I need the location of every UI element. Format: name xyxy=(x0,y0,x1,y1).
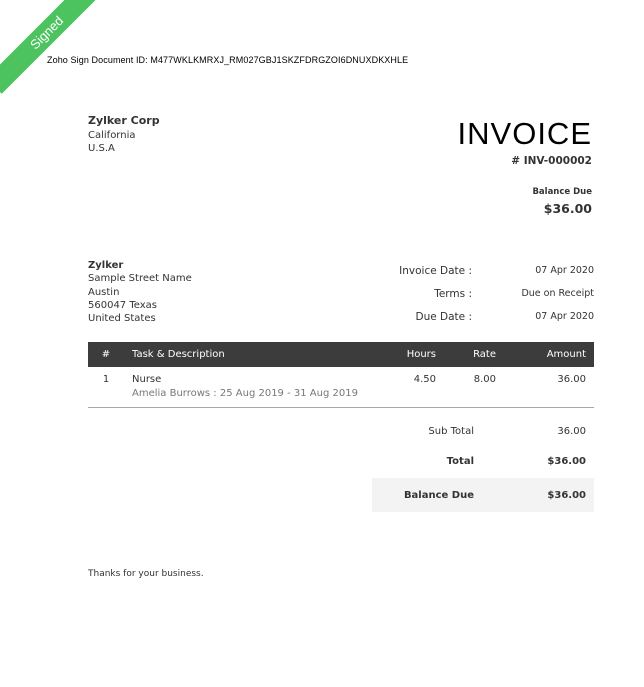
invoice-number: # INV-000002 xyxy=(511,155,592,167)
table-row xyxy=(88,367,594,408)
bill-to-country: United States xyxy=(88,313,156,325)
balance-due-value: $36.00 xyxy=(543,201,592,216)
bill-to-city: Austin xyxy=(88,286,120,298)
col-header-hours: Hours xyxy=(406,349,436,360)
balance-due-label: Balance Due xyxy=(532,187,592,197)
meta-value: Due on Receipt xyxy=(521,288,594,299)
total-value: $36.00 xyxy=(547,455,586,467)
row-amount: 36.00 xyxy=(557,374,586,385)
bill-to-name: Zylker xyxy=(88,260,124,271)
balance-row-value: $36.00 xyxy=(547,489,586,501)
total-row xyxy=(372,446,594,476)
company-name: Zylker Corp xyxy=(88,114,160,127)
meta-value: 07 Apr 2020 xyxy=(535,311,594,322)
from-address xyxy=(88,114,160,156)
row-detail: Amelia Burrows : 25 Aug 2019 - 31 Aug 2019 xyxy=(132,388,358,399)
meta-label: Due Date : xyxy=(415,310,472,323)
company-address-line1: California xyxy=(88,129,136,141)
signed-ribbon-label: Signed xyxy=(0,0,108,94)
meta-label: Terms : xyxy=(434,287,472,300)
meta-row-invoice-date xyxy=(350,259,594,282)
meta-value: 07 Apr 2020 xyxy=(535,265,594,276)
row-rate: 8.00 xyxy=(473,374,496,385)
total-label: Total xyxy=(446,455,474,467)
totals-section xyxy=(372,416,594,512)
bill-to-zip-state: 560047 Texas xyxy=(88,299,157,311)
bill-to-street: Sample Street Name xyxy=(88,273,192,285)
row-task: Nurse xyxy=(132,374,162,385)
meta-row-terms xyxy=(350,282,594,305)
col-header-description: Task & Description xyxy=(132,349,225,360)
row-hours: 4.50 xyxy=(413,374,436,385)
subtotal-row xyxy=(372,416,594,446)
balance-row-label: Balance Due xyxy=(403,489,474,501)
subtotal-label: Sub Total xyxy=(428,425,474,437)
meta-row-due-date xyxy=(350,305,594,328)
document-id: Zoho Sign Document ID: M477WKLKMRXJ_RM027GBJ1SKZFDRGZOI6DNUXDKXHLE xyxy=(47,55,409,65)
company-address-line2: U.S.A xyxy=(88,143,115,154)
line-items-table xyxy=(88,342,594,408)
subtotal-value: 36.00 xyxy=(557,425,586,437)
invoice-meta xyxy=(350,259,594,328)
table-header-row xyxy=(88,342,594,367)
balance-due-row xyxy=(372,478,594,512)
notes-text: Thanks for your business. xyxy=(88,569,204,579)
col-header-amount: Amount xyxy=(546,349,586,360)
col-header-num: # xyxy=(101,349,111,360)
invoice-title: INVOICE xyxy=(457,116,592,151)
bill-to-address xyxy=(88,259,192,325)
col-header-rate: Rate xyxy=(473,349,496,360)
row-description xyxy=(124,367,374,408)
meta-label: Invoice Date : xyxy=(399,264,472,277)
row-num: 1 xyxy=(102,374,110,385)
